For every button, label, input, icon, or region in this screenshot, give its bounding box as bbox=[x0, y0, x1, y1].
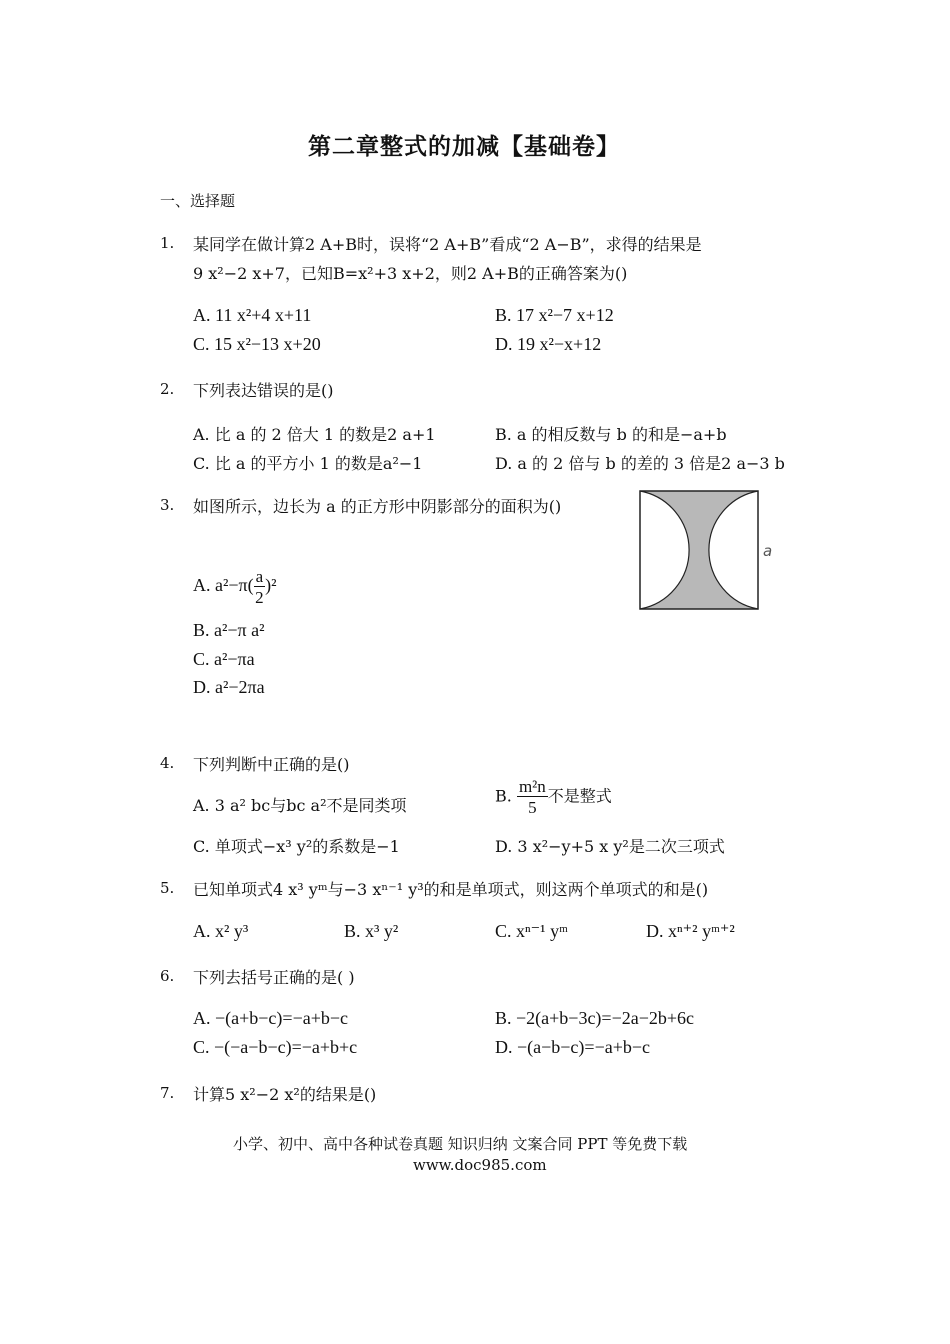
option-a[interactable]: A. 3 a² bc与bc a²不是同类项 bbox=[193, 796, 407, 815]
footer-promo-text: 小学、初中、高中各种试卷真题 知识归纳 文案合同 PPT 等免费下载 bbox=[233, 1135, 688, 1153]
option-a[interactable]: A. x² y³ bbox=[193, 921, 249, 941]
option-b[interactable]: B. a²−π a² bbox=[193, 620, 265, 640]
option-b[interactable]: B. x³ y² bbox=[344, 921, 399, 941]
option-b[interactable]: B. a 的相反数与 b 的和是−a+b bbox=[495, 425, 727, 444]
question-number: 6. bbox=[160, 967, 175, 985]
question-stem: 某同学在做计算2 A+B时，误将“2 A+B”看成“2 A−B”，求得的结果是 bbox=[193, 235, 702, 254]
option-b[interactable] bbox=[495, 778, 612, 816]
section-heading: 一、选择题 bbox=[160, 192, 236, 210]
option-a-prefix: A. a²−π( bbox=[193, 575, 254, 596]
question-stem: 如图所示，边长为 a 的正方形中阴影部分的面积为() bbox=[193, 497, 562, 516]
question-number: 2. bbox=[160, 380, 175, 398]
option-d[interactable]: D. xⁿ⁺² yᵐ⁺² bbox=[646, 921, 735, 941]
option-d[interactable]: D. −(a−b−c)=−a+b−c bbox=[495, 1037, 651, 1057]
fraction-denominator: 5 bbox=[528, 798, 537, 817]
question-number: 4. bbox=[160, 754, 175, 772]
question-stem: 下列表达错误的是() bbox=[193, 381, 334, 400]
option-c[interactable]: C. 比 a 的平方小 1 的数是a²−1 bbox=[193, 454, 423, 473]
fraction bbox=[254, 568, 266, 606]
option-b-prefix: B. bbox=[495, 786, 512, 806]
question-stem: 已知单项式4 x³ yᵐ与−3 xⁿ⁻¹ y³的和是单项式，则这两个单项式的和是() bbox=[193, 880, 709, 899]
option-b[interactable]: B. −2(a+b−3c)=−2a−2b+6c bbox=[495, 1008, 695, 1028]
option-c[interactable]: C. xⁿ⁻¹ yᵐ bbox=[495, 921, 568, 941]
option-a[interactable]: A. 11 x²+4 x+11 bbox=[193, 305, 312, 325]
fraction bbox=[517, 778, 548, 816]
question-number: 7. bbox=[160, 1084, 175, 1102]
option-c[interactable]: C. a²−πa bbox=[193, 649, 255, 669]
option-a[interactable] bbox=[193, 568, 277, 606]
option-a[interactable]: A. −(a+b−c)=−a+b−c bbox=[193, 1008, 349, 1028]
option-b[interactable]: B. 17 x²−7 x+12 bbox=[495, 305, 614, 325]
option-c[interactable]: C. 单项式−x³ y²的系数是−1 bbox=[193, 837, 400, 856]
question-stem: 计算5 x²−2 x²的结果是() bbox=[193, 1085, 377, 1104]
footer-url[interactable]: www.doc985.com bbox=[413, 1156, 547, 1174]
fraction-numerator: a bbox=[255, 567, 264, 586]
option-c[interactable]: C. −(−a−b−c)=−a+b+c bbox=[193, 1037, 358, 1057]
question-stem: 下列判断中正确的是() bbox=[193, 755, 350, 774]
fraction-numerator: m²n bbox=[518, 777, 546, 796]
option-c[interactable]: C. 15 x²−13 x+20 bbox=[193, 334, 321, 354]
option-a-suffix: )² bbox=[265, 575, 277, 596]
option-d[interactable]: D. 19 x²−x+12 bbox=[495, 334, 602, 354]
question-stem-continued: 9 x²−2 x+7，已知B=x²+3 x+2，则2 A+B的正确答案为() bbox=[193, 264, 628, 283]
side-length-label: a bbox=[763, 542, 773, 560]
page-title: 第二章整式的加减【基础卷】 bbox=[308, 134, 620, 160]
option-d[interactable]: D. a²−2πa bbox=[193, 677, 265, 697]
option-d[interactable]: D. a 的 2 倍与 b 的差的 3 倍是2 a−3 b bbox=[495, 454, 785, 473]
question-number: 5. bbox=[160, 879, 175, 897]
question-stem: 下列去括号正确的是( ) bbox=[193, 968, 355, 987]
option-a[interactable]: A. 比 a 的 2 倍大 1 的数是2 a+1 bbox=[193, 425, 436, 444]
fraction-denominator: 2 bbox=[255, 588, 264, 607]
question-number: 3. bbox=[160, 496, 175, 514]
question-number: 1. bbox=[160, 234, 175, 252]
option-b-suffix: 不是整式 bbox=[547, 786, 612, 806]
option-d[interactable]: D. 3 x²−y+5 x y²是二次三项式 bbox=[495, 837, 725, 856]
